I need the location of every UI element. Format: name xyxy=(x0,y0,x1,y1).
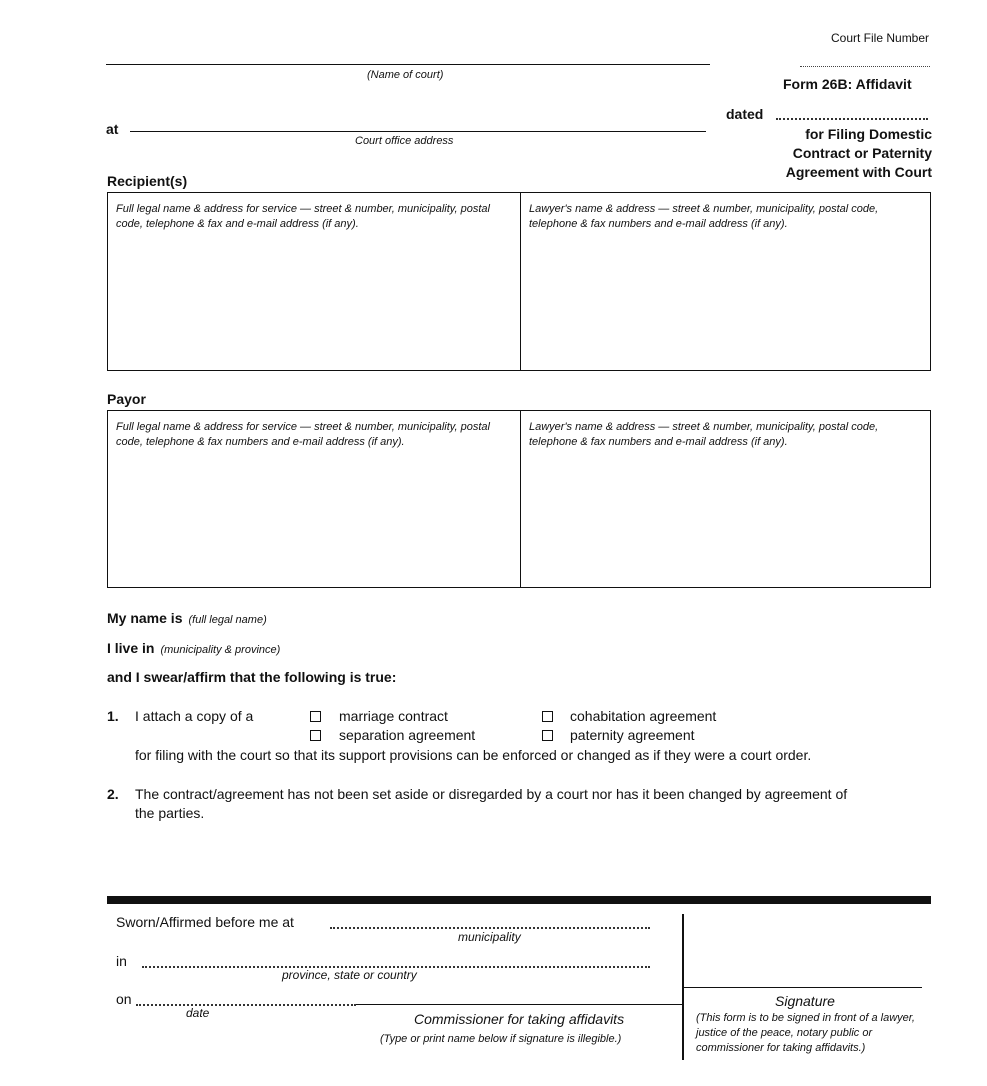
sworn-municipality-field[interactable] xyxy=(330,927,650,929)
recipient-box xyxy=(107,192,931,371)
paternity-agreement-label: paternity agreement xyxy=(570,727,695,743)
cohabitation-agreement-label: cohabitation agreement xyxy=(570,708,717,724)
item-2-number: 2. xyxy=(107,786,119,802)
form-number: Form 26B: Affidavit xyxy=(783,76,912,92)
commissioner-signature-field[interactable] xyxy=(356,1004,682,1005)
dated-label: dated xyxy=(726,106,764,122)
my-name-note: (full legal name) xyxy=(188,614,267,626)
form-title-line: Agreement with Court xyxy=(785,164,932,180)
jurat-divider-rule xyxy=(107,896,931,904)
live-in-label: I live in xyxy=(107,640,155,656)
live-in-row[interactable] xyxy=(107,640,280,656)
separation-agreement-checkbox[interactable] xyxy=(310,730,321,741)
payor-lawyer-cell[interactable]: Lawyer's name & address — street & number, municipality, postal code, telephone & fax numbers and e-mail address (if any). xyxy=(529,421,879,448)
marriage-contract-checkbox[interactable] xyxy=(310,711,321,722)
date-caption: date xyxy=(186,1006,210,1020)
commissioner-note: (Type or print name below if signature is illegible.) xyxy=(380,1033,622,1045)
recipient-heading: Recipient(s) xyxy=(107,173,188,189)
item-1-lead: I attach a copy of a xyxy=(135,708,254,724)
item-2-text: The contract/agreement has not been set aside or disregarded by a court nor has it been changed by agreement of xyxy=(135,786,848,802)
recipient-address-cell[interactable]: Full legal name & address for service — street & number, municipality, postal code, telephone & fax and e-mail address (if any). xyxy=(108,193,521,370)
signature-label: Signature xyxy=(775,993,835,1009)
paternity-agreement-checkbox[interactable] xyxy=(542,730,553,741)
court-file-number-field[interactable] xyxy=(800,66,930,67)
date-field[interactable] xyxy=(136,1004,356,1006)
signature-note: (This form is to be signed in front of a lawyer, justice of the peace, notary public or commissioner for taking affidavits.) xyxy=(696,1012,915,1054)
form-title-line: for Filing Domestic xyxy=(805,126,932,142)
item-1-number: 1. xyxy=(107,708,119,724)
marriage-contract-label: marriage contract xyxy=(339,708,448,724)
form-title-line: Contract or Paternity xyxy=(792,145,932,161)
at-label: at xyxy=(106,121,119,137)
live-in-note: (municipality & province) xyxy=(160,644,281,656)
payor-heading: Payor xyxy=(107,391,146,407)
name-of-court-caption: (Name of court) xyxy=(367,69,444,81)
on-label: on xyxy=(116,991,132,1007)
cohabitation-agreement-checkbox[interactable] xyxy=(542,711,553,722)
recipient-lawyer-cell[interactable]: Lawyer's name & address — street & number, municipality, postal code, telephone & fax numbers and e-mail address (if any). xyxy=(529,203,879,230)
payor-address-cell[interactable]: Full legal name & address for service — street & number, municipality, postal code, telephone & fax numbers and e-mail address (if any). xyxy=(108,411,521,587)
swear-statement: and I swear/affirm that the following is true: xyxy=(107,669,397,685)
separation-agreement-label: separation agreement xyxy=(339,727,476,743)
deponent-signature-field[interactable] xyxy=(684,987,922,988)
province-caption: province, state or country xyxy=(282,968,417,982)
court-file-number-label: Court File Number xyxy=(831,31,930,45)
commissioner-label: Commissioner for taking affidavits xyxy=(414,1011,625,1027)
sworn-label: Sworn/Affirmed before me at xyxy=(116,914,294,930)
item-1-tail: for filing with the court so that its support provisions can be enforced or changed as if they were a court order. xyxy=(135,747,812,763)
item-2-text: the parties. xyxy=(135,805,205,821)
dated-field[interactable] xyxy=(776,118,928,120)
my-name-row[interactable] xyxy=(107,610,267,626)
court-office-address-field[interactable] xyxy=(130,131,706,132)
payor-box xyxy=(107,410,931,588)
my-name-label: My name is xyxy=(107,610,183,626)
municipality-caption: municipality xyxy=(458,930,521,944)
name-of-court-field[interactable] xyxy=(106,64,710,65)
court-office-caption: Court office address xyxy=(355,135,454,147)
in-label: in xyxy=(116,953,127,969)
